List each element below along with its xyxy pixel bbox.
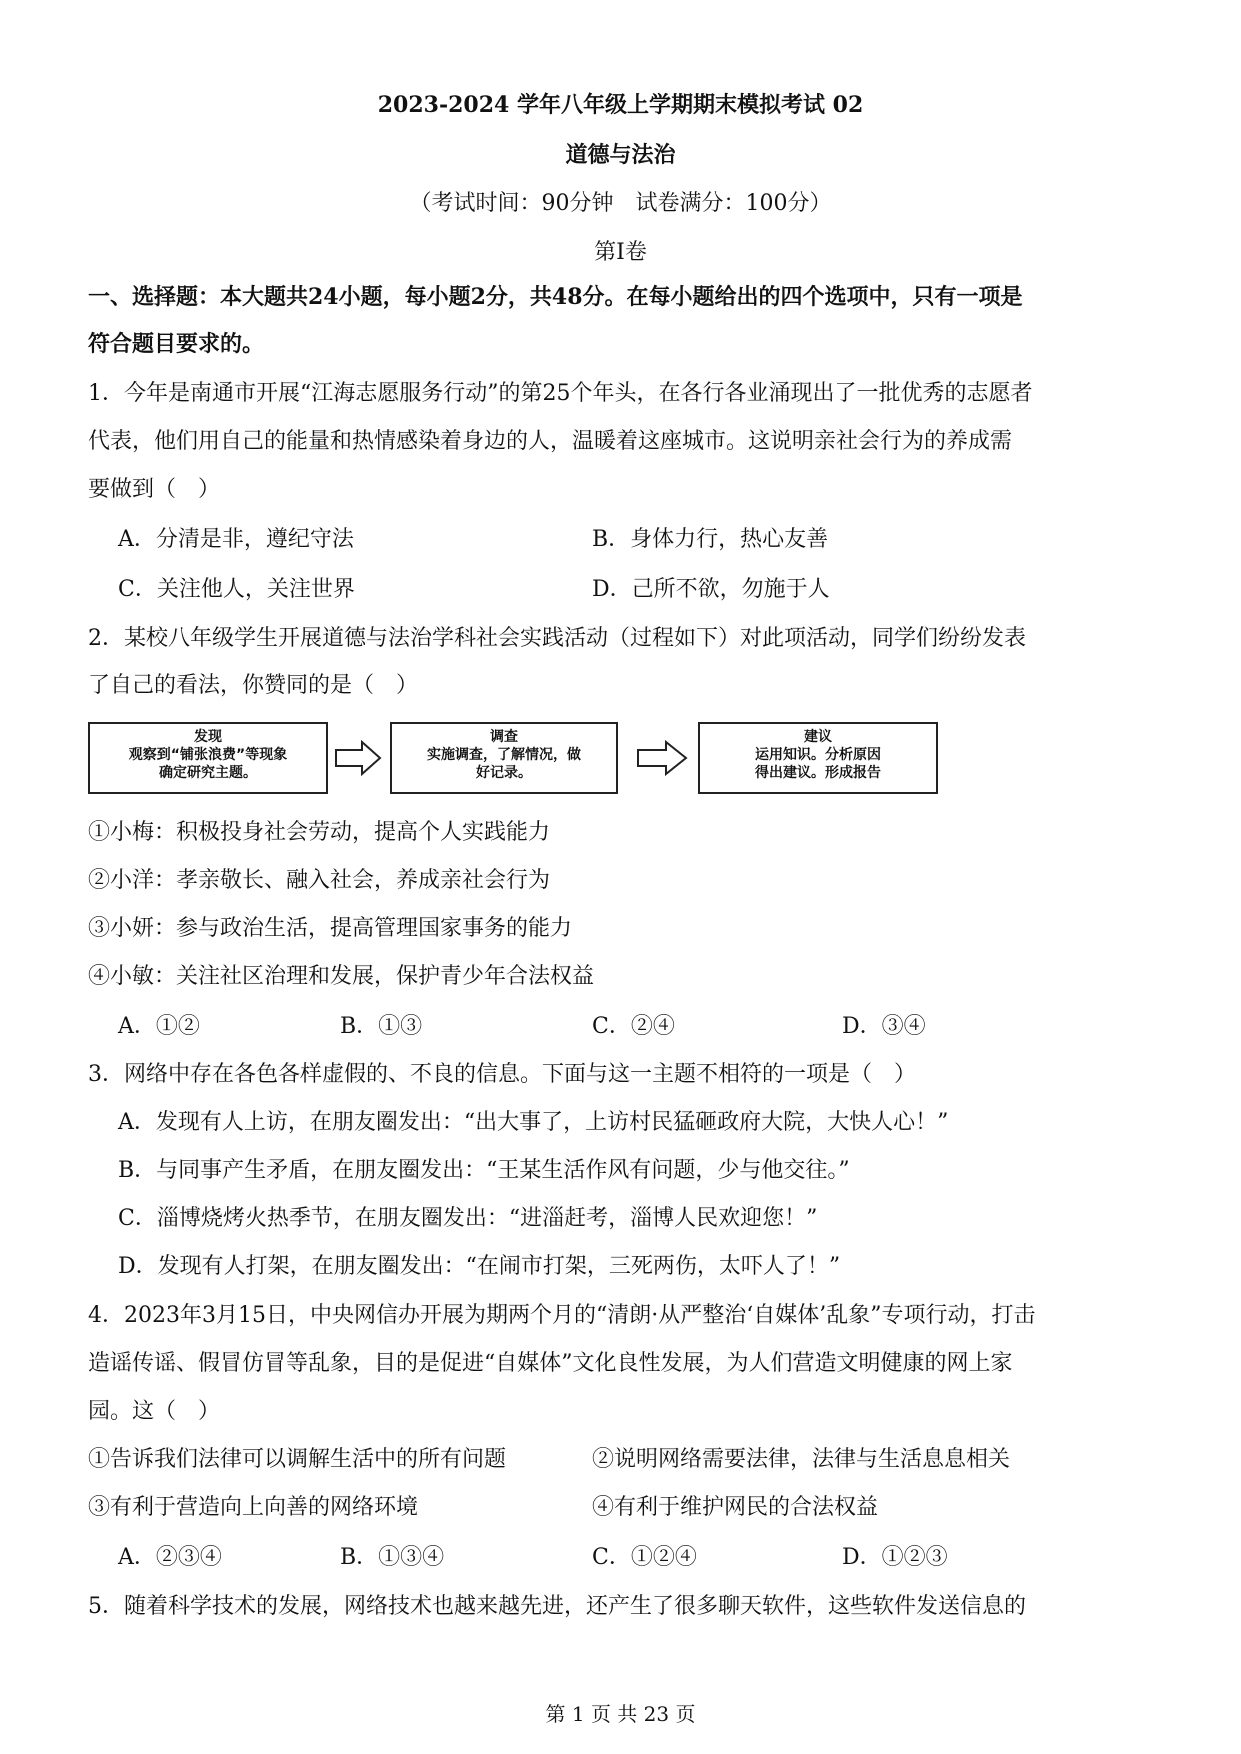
q4-statement: ④有利于维护网民的合法权益 — [592, 1495, 879, 1520]
q4-statement: ②说明网络需要法律，法律与生活息息相关 — [592, 1447, 1011, 1472]
flow-box-text: 确定研究主题。 — [159, 765, 257, 781]
section-heading-line2: 符合题目要求的。 — [88, 331, 265, 357]
process-flowchart — [88, 722, 948, 798]
q1-line: 1．今年是南通市开展“江海志愿服务行动”的第25个年头，在各行各业涌现出了一批优秀的志愿者 — [88, 381, 1033, 406]
q4-line: 园。这（ ） — [88, 1399, 221, 1424]
q4-line: 造谣传谣、假冒仿冒等乱象，目的是促进“自媒体”文化良性发展，为人们营造文明健康的网上家 — [88, 1351, 1013, 1376]
q3-option-b: B．与同事产生矛盾，在朋友圈发出：“王某生活作风有问题，少与他交往。” — [118, 1158, 850, 1183]
page-footer: 第 1 页 共 23 页 — [545, 1702, 696, 1726]
q2-line: 了自己的看法，你赞同的是（ ） — [88, 673, 419, 698]
flow-box-text: 实施调查，了解情况，做 — [427, 747, 581, 763]
exam-subject: 道德与法治 — [565, 142, 676, 168]
q2-statement: ①小梅：积极投身社会劳动，提高个人实践能力 — [88, 820, 551, 845]
q2-option-d: D．③④ — [842, 1014, 926, 1039]
exam-volume: 第Ⅰ卷 — [594, 240, 647, 265]
flow-box-text: 运用知识。分析原因 — [755, 747, 881, 763]
exam-meta: （考试时间：90分钟 试卷满分：100分） — [409, 191, 832, 216]
q4-line: 4．2023年3月15日，中央网信办开展为期两个月的“清朗·从严整治‘自媒体’乱象”专项行动，打击 — [88, 1303, 1036, 1328]
q3-option-c: C．淄博烧烤火热季节，在朋友圈发出：“进淄赶考，淄博人民欢迎您！” — [118, 1206, 818, 1231]
q2-option-c: C．②④ — [592, 1014, 675, 1039]
q1-option-b: B．身体力行，热心友善 — [592, 527, 829, 552]
flow-box-title: 调查 — [490, 729, 518, 745]
section-heading-line1: 一、选择题：本大题共24小题，每小题2分，共48分。在每小题给出的四个选项中，只有一项是 — [88, 284, 1023, 310]
flow-box-title: 建议 — [804, 729, 832, 745]
q2-statement: ④小敏：关注社区治理和发展，保护青少年合法权益 — [88, 964, 595, 989]
q4-statement: ①告诉我们法律可以调解生活中的所有问题 — [88, 1447, 507, 1472]
flow-box-discover — [88, 722, 328, 794]
flow-box-survey — [390, 722, 618, 794]
flow-box-title: 发现 — [194, 729, 222, 745]
q1-option-d: D．己所不欲，勿施于人 — [592, 577, 830, 602]
flow-box-text: 好记录。 — [476, 765, 532, 781]
q2-statement: ②小洋：孝亲敬长、融入社会，养成亲社会行为 — [88, 868, 551, 893]
q1-line: 要做到（ ） — [88, 477, 221, 502]
q3-option-a: A．发现有人上访，在朋友圈发出：“出大事了，上访村民猛砸政府大院，大快人心！” — [118, 1110, 949, 1135]
q4-option-a: A．②③④ — [118, 1545, 222, 1570]
q4-option-b: B．①③④ — [340, 1545, 445, 1570]
right-arrow-icon — [636, 740, 688, 776]
q3-line: 3．网络中存在各色各样虚假的、不良的信息。下面与这一主题不相符的一项是（ ） — [88, 1062, 916, 1087]
q2-line: 2．某校八年级学生开展道德与法治学科社会实践活动（过程如下）对此项活动，同学们纷纷发表 — [88, 626, 1027, 651]
flow-box-text: 观察到“铺张浪费”等现象 — [128, 747, 288, 763]
q2-option-b: B．①③ — [340, 1014, 423, 1039]
right-arrow-icon — [334, 740, 382, 776]
flow-box-suggest — [698, 722, 938, 794]
q1-option-c: C．关注他人，关注世界 — [118, 577, 355, 602]
q3-option-d: D．发现有人打架，在朋友圈发出：“在闹市打架，三死两伤，太吓人了！” — [118, 1254, 841, 1279]
q4-option-d: D．①②③ — [842, 1545, 948, 1570]
q1-option-a: A．分清是非，遵纪守法 — [118, 527, 354, 552]
q4-statement: ③有利于营造向上向善的网络环境 — [88, 1495, 419, 1520]
q2-statement: ③小妍：参与政治生活，提高管理国家事务的能力 — [88, 916, 573, 941]
flow-box-text: 得出建议。形成报告 — [755, 765, 881, 781]
q1-line: 代表，他们用自己的能量和热情感染着身边的人，温暖着这座城市。这说明亲社会行为的养成需 — [88, 429, 1013, 454]
q5-line: 5．随着科学技术的发展，网络技术也越来越先进，还产生了很多聊天软件，这些软件发送信息的 — [88, 1594, 1027, 1619]
q2-option-a: A．①② — [118, 1014, 200, 1039]
q4-option-c: C．①②④ — [592, 1545, 697, 1570]
exam-title: 2023-2024 学年八年级上学期期末模拟考试 02 — [377, 92, 864, 118]
